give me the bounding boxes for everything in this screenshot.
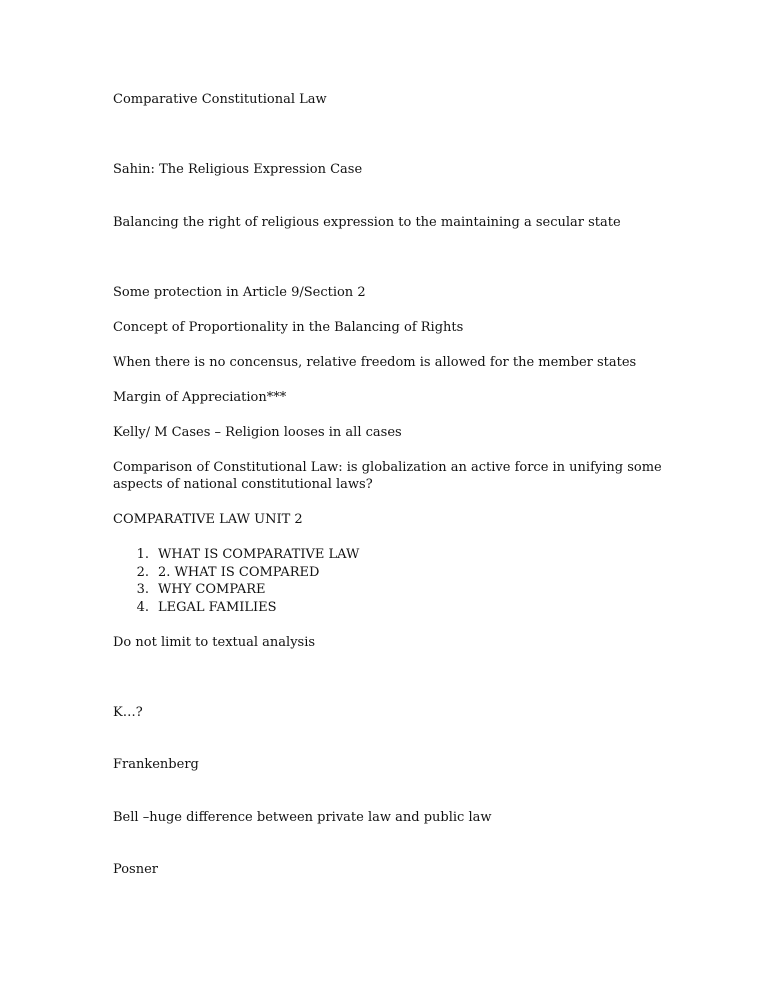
list-number: 2. [136, 564, 149, 580]
name-line: Posner [113, 862, 158, 877]
kelly-paragraph: Kelly/ M Cases – Religion looses in all cases [113, 424, 402, 440]
name-line: Bell –huge difference between private law and public law [113, 809, 492, 825]
list-number: 3. [136, 582, 149, 597]
textual-paragraph: Do not limit to textual analysis [113, 634, 316, 650]
document-body [113, 91, 673, 914]
comparison-paragraph: Comparison of Constitutional Law: is globalization an active force in unifying some aspects of national constitutional laws? [113, 459, 666, 492]
names-section [113, 669, 673, 914]
list-item [113, 564, 673, 582]
sahin-section [113, 126, 673, 266]
list-text: 2. WHAT IS COMPARED [158, 564, 320, 580]
balancing-line: Balancing the right of religious expression to the maintaining a secular state [113, 214, 621, 230]
list-text: LEGAL FAMILIES [158, 599, 277, 615]
consensus-paragraph: When there is no concensus, relative freedom is allowed for the member states [113, 354, 637, 370]
list-item [113, 546, 673, 564]
list-text: WHY COMPARE [158, 582, 266, 597]
proportionality-paragraph: Concept of Proportionality in the Balancing of Rights [113, 319, 464, 335]
list-text: WHAT IS COMPARATIVE LAW [158, 547, 360, 562]
article-paragraph: Some protection in Article 9/Section 2 [113, 284, 366, 300]
document-title: Comparative Constitutional Law [113, 92, 327, 107]
list-number: 4. [136, 599, 149, 615]
unit-heading: COMPARATIVE LAW UNIT 2 [113, 512, 303, 527]
name-line: Frankenberg [113, 757, 199, 772]
sahin-case-line: Sahin: The Religious Expression Case [113, 162, 363, 177]
list-item [113, 581, 673, 599]
list-number: 1. [136, 547, 149, 562]
name-line: K…? [113, 704, 143, 720]
numbered-list [113, 546, 673, 616]
list-item [113, 599, 673, 617]
margin-paragraph: Margin of Appreciation*** [113, 389, 287, 405]
